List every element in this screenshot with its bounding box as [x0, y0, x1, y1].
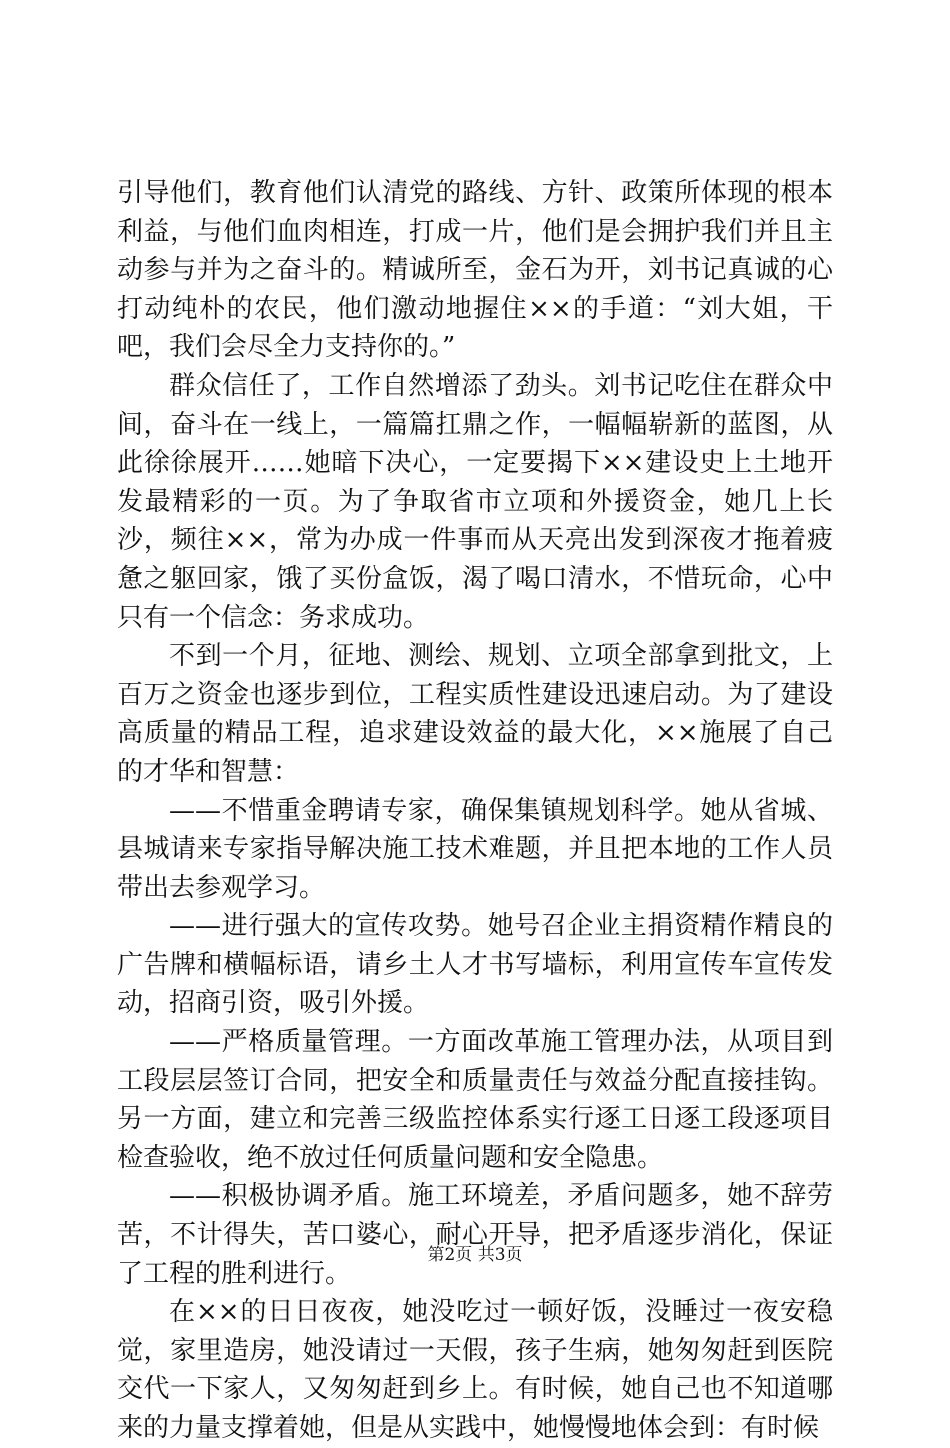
paragraph-7: ——积极协调矛盾。施工环境差，矛盾问题多，她不辞劳苦，不计得失，苦口婆心，耐心开导，把矛盾逐步消化，保证了工程的胜利进行。	[117, 1181, 833, 1289]
paragraph-5: ——进行强大的宣传攻势。她号召企业主捐资精作精良的广告牌和横幅标语，请乡土人才书写墙标，利用宣传车宣传发动，招商引资，吸引外援。	[117, 911, 833, 1019]
paragraph-3: 不到一个月，征地、测绘、规划、立项全部拿到批文，上百万之资金也逐步到位，工程实质性建设迅速启动。为了建设高质量的精品工程，追求建设效益的最大化，××施展了自己的才华和智慧：	[117, 641, 833, 787]
paragraph-2: 群众信任了，工作自然增添了劲头。刘书记吃住在群众中间，奋斗在一线上，一篇篇扛鼎之作，一幅幅崭新的蓝图，从此徐徐展开……她暗下决心，一定要揭下××建设史上土地开发最精彩的一页。为了争取省市立项和外援资金，她几上长沙，频往××，常为办成一件事而从天亮出发到深夜才拖着疲惫之躯回家，饿了买份盒饭，渴了喝口清水，不惜玩命，心中只有一个信念：务求成功。	[117, 370, 833, 633]
paragraph-8: 在××的日日夜夜，她没吃过一顿好饭，没睡过一夜安稳觉，家里造房，她没请过一天假，孩子生病，她匆匆赶到医院交代一下家人，又匆匆赶到乡上。有时候，她自己也不知道哪来的力量支撑着她，但是从实践中，她慢慢地体会到：有时候	[117, 1297, 833, 1443]
paragraph-4: ——不惜重金聘请专家，确保集镇规划科学。她从省城、县城请来专家指导解决施工技术难题，并且把本地的工作人员带出去参观学习。	[117, 795, 833, 903]
page-footer: 第2页 共3页	[427, 1245, 523, 1265]
paragraph-1: 引导他们，教育他们认清党的路线、方针、政策所体现的根本利益，与他们血肉相连，打成一片，他们是会拥护我们并且主动参与并为之奋斗的。精诚所至，金石为开，刘书记真诚的心打动纯朴的农民，他们激动地握住××的手道：“刘大姐，干吧，我们会尽全力支持你的。”	[117, 178, 833, 363]
paragraph-6: ——严格质量管理。一方面改革施工管理办法，从项目到工段层层签订合同，把安全和质量责任与效益分配直接挂钩。另一方面，建立和完善三级监控体系实行逐工日逐工段逐项目检查验收，绝不放过任何质量问题和安全隐患。	[117, 1027, 833, 1173]
